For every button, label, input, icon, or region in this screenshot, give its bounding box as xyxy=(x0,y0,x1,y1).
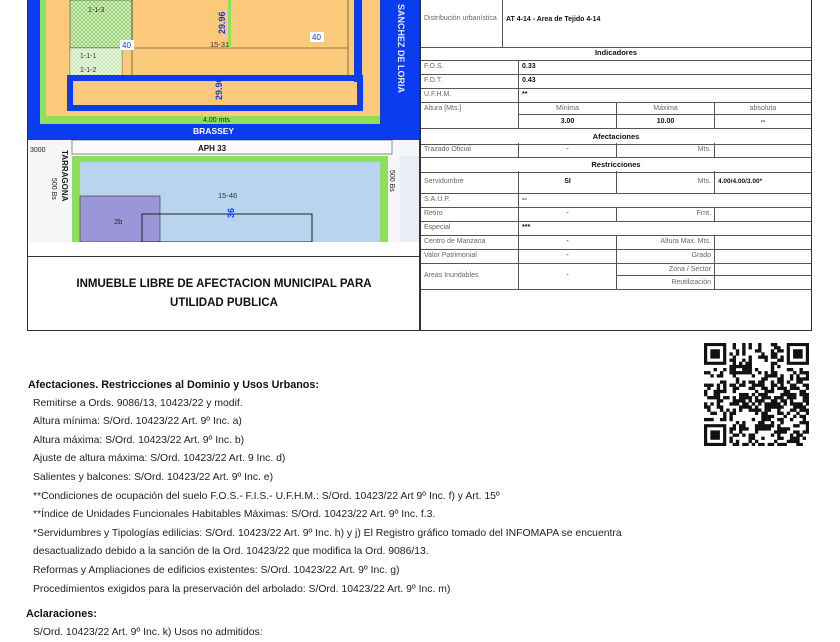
fot-value: 0.43 xyxy=(522,77,536,84)
maxima-header: Máxima xyxy=(617,102,715,115)
aclaraciones-heading: Aclaraciones: xyxy=(26,608,97,621)
servidumbre-data: 4.00/4.00/3.00* xyxy=(718,178,763,185)
absoluta-header: absoluta xyxy=(715,102,811,115)
map-label-width: 4.00 mts xyxy=(203,117,230,124)
abs-value: -- xyxy=(760,118,766,125)
minima-header: Mínima xyxy=(519,102,617,115)
centro-label: Centro de Manzana xyxy=(421,235,519,249)
map-label-parcel-a: 1-1-3 xyxy=(88,7,105,14)
notice-text: INMUEBLE LIBRE DE AFECTACION MUNICIPAL PARA UTILIDAD PUBLICA xyxy=(28,256,420,331)
text-line: **Índice de Unidades Funcionales Habitables Máximas: S/Ord. 10423/22 Art. 9º Inc. f.3. xyxy=(33,509,436,521)
map-label-40a: 40 xyxy=(122,41,131,50)
text-line: Remitirse a Ords. 9086/13, 10423/22 y modif. xyxy=(33,397,243,409)
dist-label: Distribución urbanística xyxy=(421,0,503,47)
map-label-street-left: TARRAGONA xyxy=(60,150,69,202)
map-label-street-right: SANCHEZ DE LORIA xyxy=(396,4,406,94)
fot-label: F.O.T. xyxy=(421,74,519,88)
text-line: desactualizado debido a la sanción de la Ord. 10423/22 que modifica la Ord. 9086/13. xyxy=(33,546,429,558)
servidumbre-label: Servidumbre xyxy=(421,171,519,193)
areas-label: Areas Inundables xyxy=(421,263,519,289)
indicadores-header: Indicadores xyxy=(421,47,811,61)
map-label-parcel-e: 15-46 xyxy=(218,191,238,200)
retiro-value: - xyxy=(519,207,617,221)
servidumbre-unit: Mts. xyxy=(617,171,715,193)
alt-max-label: Altura Max. Mts. xyxy=(617,235,715,249)
altura-label: Altura [Mts.] xyxy=(421,102,519,128)
map-label-40b: 40 xyxy=(312,33,321,42)
saup-value: -- xyxy=(522,196,527,203)
map-label-bs-left: 500 Bs xyxy=(50,178,57,200)
valor-value: - xyxy=(519,249,617,263)
text-line: Altura mínima: S/Ord. 10423/22 Art. 9º Inc. a) xyxy=(33,416,242,428)
map-label-street-bottom: BRASSEY xyxy=(193,126,235,136)
especial-label: Especial xyxy=(421,221,519,235)
servidumbre-value: SI xyxy=(519,171,617,193)
map-label-parcel-c: 1-1-1 xyxy=(80,53,97,60)
max-value: 10.00 xyxy=(617,115,715,128)
text-line: Procedimientos exigidos para la preservación del arbolado: S/Ord. 10423/22 Art. 9º Inc. m) xyxy=(33,583,451,595)
restrictions-text xyxy=(28,376,788,642)
text-line: Reformas y Ampliaciones de edificios existentes: S/Ord. 10423/22 Art. 9º Inc. g) xyxy=(33,564,400,576)
text-line: S/Ord. 10423/22 Art. 9º Inc. k) Usos no admitidos: xyxy=(33,626,263,638)
text-line: *Servidumbres y Tipologías edilicias: S/Ord. 10423/22 Art. 9º Inc. h) y j) El Registro gráfico tomado del INFOMAPA se encuentra xyxy=(33,527,622,539)
text-line: Ajuste de altura máxima: S/Ord. 10423/22 Art. 9 Inc. d) xyxy=(33,453,286,465)
map-label-height-b: 29.96 xyxy=(214,77,224,100)
map-label-bs-right: 500 Bs xyxy=(388,170,395,192)
trazado-value: - xyxy=(519,143,617,157)
text-line: Salientes y balcones: S/Ord. 10423/22 Art. 9º Inc. e) xyxy=(33,471,274,483)
saup-label: S.A.U.P. xyxy=(421,193,519,207)
valor-label: Valor Patrimonial xyxy=(421,249,519,263)
text-line: **Condiciones de ocupación del suelo F.O.S.- F.I.S.- U.F.H.M.: S/Ord. 10423/22 Art 9º Inc. f) y Art. 15º xyxy=(33,490,500,502)
fos-value: 0.33 xyxy=(522,63,536,70)
grado-label: Grado xyxy=(617,249,715,263)
indicators-table xyxy=(420,0,812,331)
map-label-parcel-d: 1-1-2 xyxy=(80,67,97,74)
min-value: 3.00 xyxy=(519,115,617,128)
centro-value: - xyxy=(519,235,617,249)
afectaciones-header: Afectaciones xyxy=(421,128,811,145)
map-label-3000: 3000 xyxy=(30,147,46,154)
map-label-parcel-b: 15-31 xyxy=(210,40,230,49)
trazado-label: Trazado Oficial xyxy=(421,143,519,157)
ufhm-label: U.F.H.M. xyxy=(421,88,519,102)
restrictions-heading: Afectaciones. Restricciones al Dominio y Usos Urbanos: xyxy=(28,379,319,391)
retiro-label: Retiro xyxy=(421,207,519,221)
especial-value: *** xyxy=(522,224,531,231)
zona-label: Zona / Sector xyxy=(617,263,715,276)
reutil-label: Reutilización xyxy=(617,276,715,289)
fos-label: F.O.S. xyxy=(421,60,519,74)
text-line: Altura máxima: S/Ord. 10423/22 Art. 9º Inc. b) xyxy=(33,434,245,446)
retiro-unit: Frnt. xyxy=(617,207,715,221)
areas-value: - xyxy=(519,263,617,289)
ufhm-value: ** xyxy=(522,91,528,98)
map-label-parcel-f: 2b xyxy=(114,217,123,226)
map-label-height-a: 29.96 xyxy=(217,11,227,34)
map-label-aph: APH 33 xyxy=(198,144,227,153)
map-label-36: 36 xyxy=(226,207,236,218)
trazado-unit: Mts. xyxy=(617,143,715,157)
dist-value: AT 4-14 - Area de Tejido 4-14 xyxy=(506,16,601,23)
restricciones-header: Restricciones xyxy=(421,157,811,173)
